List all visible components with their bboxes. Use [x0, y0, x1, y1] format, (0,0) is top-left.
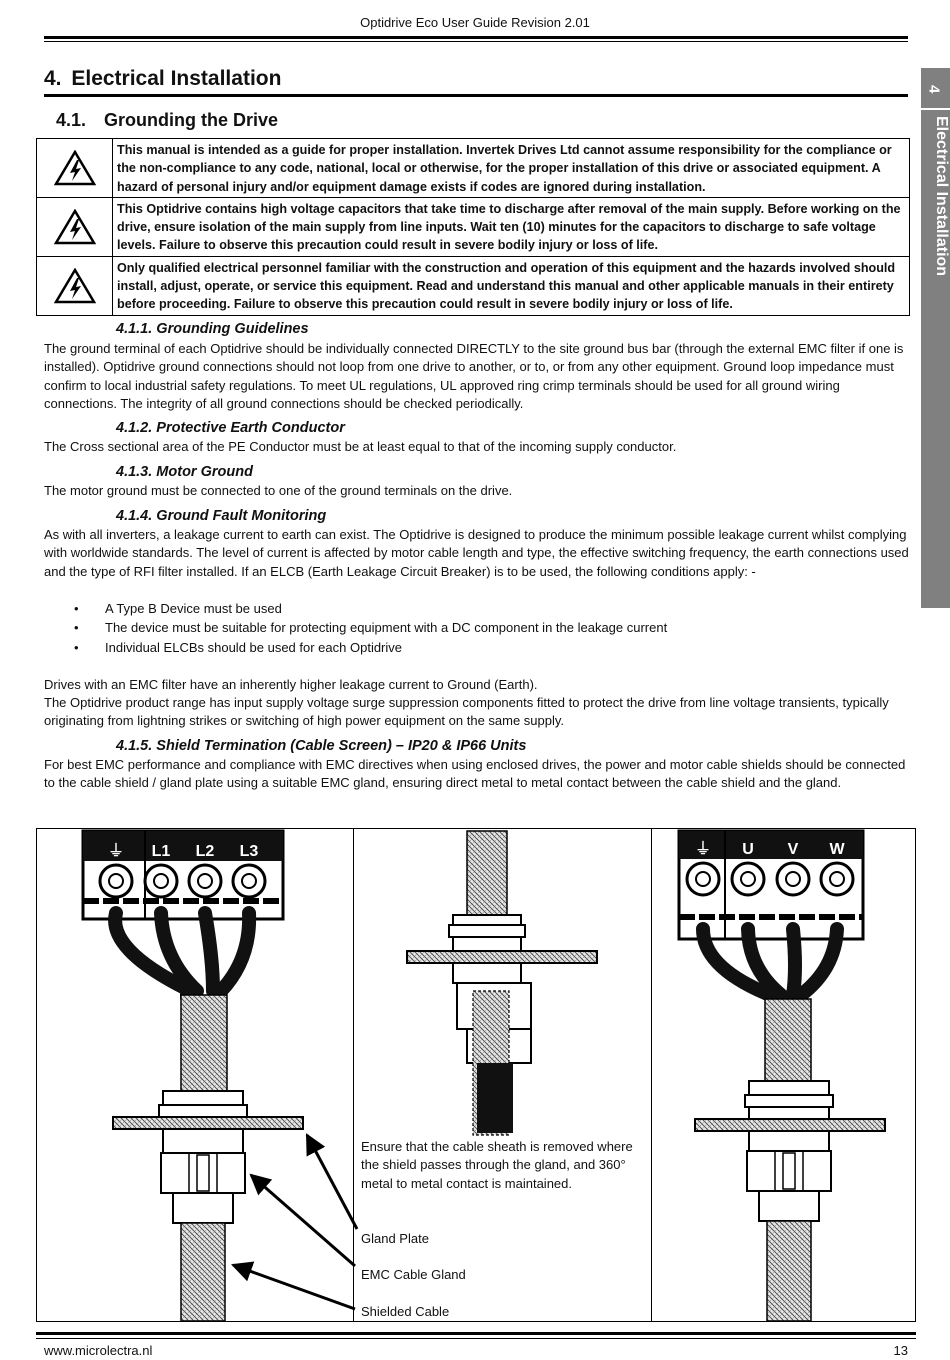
subsection-title: Grounding the Drive — [104, 110, 279, 130]
output-terminal-label: V — [787, 841, 799, 858]
electrical-hazard-icon — [37, 257, 113, 315]
paragraph-surge-suppression: The Optidrive product range has input supply voltage surge suppression components fitted to protect the drive from line voltage transients, typically originating from lightning strikes or switching of high power equipment on the same supply. — [44, 695, 889, 729]
output-terminal-assembly — [679, 831, 885, 1321]
list-item — [70, 619, 910, 638]
paragraph-grounding-guidelines: The ground terminal of each Optidrive should be individually connected DIRECTLY to the site ground bus bar (through the external EMC filter if one is installed). Optidrive ground connections should not loop from one drive to another, or to, or from any other equipment. Ground loop impedance must confirm to local industrial safety regulations. To meet UL regulations, UL approved ring crimp terminals should be used for all ground wiring connections. The integrity of all ground connections should be checked periodically. — [44, 341, 904, 411]
paragraph-motor-ground: The motor ground must be connected to one of the ground terminals on the drive. — [44, 483, 513, 498]
chapter-number-text: 4 — [925, 84, 943, 94]
output-terminal-label: U — [742, 841, 754, 858]
section-heading — [44, 66, 281, 92]
header-rule — [44, 36, 908, 39]
warning-text: This manual is intended as a guide for proper installation. Invertek Drives Ltd cannot assume responsibility for the compliance or the non-compliance to any code, national, local or otherwise, for the proper installation of this drive or associated equipment. A hazard of personal injury and/or equipment damage exists if codes are ignored during installation. — [117, 143, 892, 194]
footer-website: www.microlectra.nl — [44, 1343, 153, 1358]
emc-gland-arrow — [251, 1175, 355, 1266]
shielded-cable-label: Shielded Cable — [361, 1304, 450, 1319]
list-item-text: A Type B Device must be used — [105, 601, 282, 616]
heading-shield-termination: 4.1.5. Shield Termination (Cable Screen) – IP20 & IP66 Units — [116, 738, 527, 754]
heading-ground-fault: 4.1.4. Ground Fault Monitoring — [116, 508, 327, 524]
electrical-hazard-icon — [37, 198, 113, 256]
warning-row — [37, 139, 909, 197]
input-terminal-label: L3 — [239, 843, 259, 860]
side-tab-divider — [921, 108, 950, 110]
subsection-number: 4.1. — [56, 110, 87, 130]
shield-termination-figure — [36, 828, 916, 1322]
section-title: Electrical Installation — [71, 67, 282, 90]
list-item-text: Individual ELCBs should be used for each Optidrive — [105, 639, 403, 655]
shielded-cable-arrow — [233, 1265, 355, 1309]
input-terminal-assembly — [83, 831, 303, 1321]
cable-gland-diagram — [37, 829, 917, 1323]
paragraph-shield-termination: For best EMC performance and compliance with EMC directives when using enclosed drives, the power and motor cable shields should be connected to the cable shield / gland plate using a suitable EMC gland, ensuring direct metal to metal contact between the cable shield and the gland. — [44, 757, 906, 791]
page-number: 13 — [893, 1343, 908, 1358]
paragraph-emc-leakage: Drives with an EMC filter have an inherently higher leakage current to Ground (Earth). — [44, 677, 538, 692]
warning-text: This Optidrive contains high voltage capacitors that take time to discharge after removal of the main supply. Before working on the drive, ensure isolation of the main supply from line inputs. Wait ten (10) minutes for the capacitors to discharge to safe voltage levels. Failure to observe this precaution could result in severe bodily injury or loss of life. — [117, 201, 901, 253]
heading-motor-ground: 4.1.3. Motor Ground — [116, 464, 253, 480]
bullet-icon: • — [74, 601, 79, 616]
list-item — [70, 639, 910, 658]
warning-row — [37, 256, 909, 315]
output-terminal-label: ⏚ — [694, 841, 712, 858]
bullet-icon: • — [74, 620, 79, 636]
list-item — [70, 600, 910, 619]
elcb-conditions-list — [70, 600, 910, 658]
heading-protective-earth: 4.1.2. Protective Earth Conductor — [116, 420, 345, 436]
figure-divider — [353, 829, 354, 1321]
sheath-removal-note: Ensure that the cable sheath is removed where the shield passes through the gland, and 360° metal to metal contact is maintained. — [361, 1139, 633, 1191]
gland-plate-label: Gland Plate — [361, 1231, 429, 1246]
chapter-side-tab — [921, 68, 950, 608]
running-header: Optidrive Eco User Guide Revision 2.01 — [360, 15, 590, 30]
warning-text: Only qualified electrical personnel familiar with the construction and operation of this equipment and the hazards involved should install, adjust, operate, or service this equipment. Read and understand this manual and other applicable manuals in their entirety before proceeding. Failure to observe this precaution could result in severe bodily injury or loss of life. — [117, 260, 896, 312]
input-terminal-label: L2 — [195, 843, 215, 860]
header-rule-thin — [44, 41, 908, 42]
input-terminal-label: L1 — [151, 843, 171, 860]
input-terminal-label: ⏚ — [107, 843, 125, 860]
list-item-text: The device must be suitable for protecting equipment with a DC component in the leakage current — [105, 620, 668, 636]
bullet-icon: • — [74, 639, 79, 655]
paragraph-protective-earth: The Cross sectional area of the PE Conductor must be at least equal to that of the incoming supply conductor. — [44, 439, 677, 454]
section-rule — [44, 94, 908, 97]
cable-gland-closeup — [407, 831, 597, 1135]
warning-table — [36, 138, 910, 316]
emc-cable-gland-label: EMC Cable Gland — [361, 1267, 466, 1282]
figure-divider — [651, 829, 652, 1321]
section-number: 4. — [44, 67, 62, 90]
heading-grounding-guidelines: 4.1.1. Grounding Guidelines — [116, 321, 309, 337]
electrical-hazard-icon — [37, 139, 113, 197]
footer-rule-thin — [36, 1338, 916, 1339]
chapter-number — [921, 74, 950, 104]
chapter-label: Electrical Installation — [933, 116, 950, 277]
footer-rule — [36, 1332, 916, 1335]
gland-plate-arrow — [307, 1135, 357, 1229]
output-terminal-label: W — [829, 841, 845, 858]
warning-row — [37, 197, 909, 256]
paragraph-ground-fault: As with all inverters, a leakage current to earth can exist. The Optidrive is designed to produce the minimum possible leakage current whilst complying with worldwide standards. The level of current is affected by motor cable length and type, the effective switching frequency, the earth connections used and the type of RFI filter installed. If an ELCB (Earth Leakage Circuit Breaker) is to be used, the following conditions apply: - — [44, 527, 909, 579]
subsection-heading — [56, 109, 278, 131]
